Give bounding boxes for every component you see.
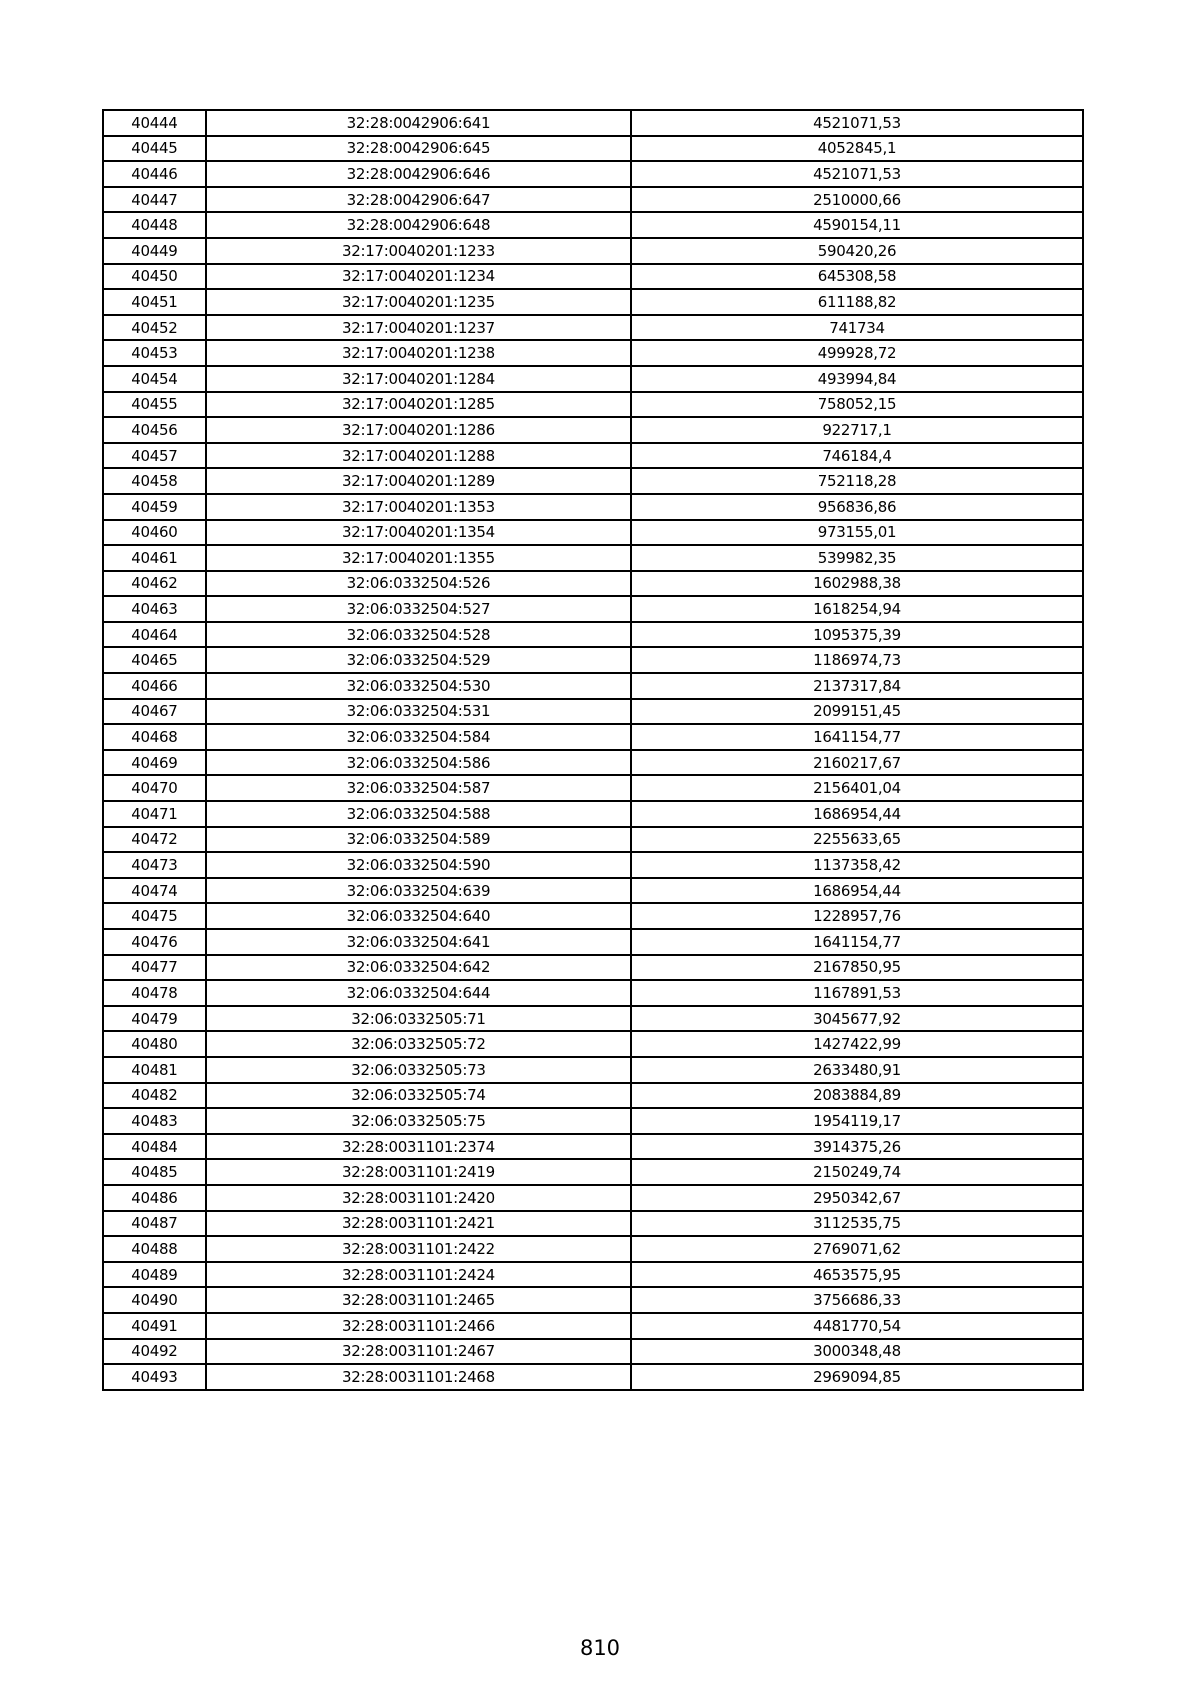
cadastral-number-cell: 32:06:0332504:639	[206, 878, 631, 904]
cadastral-number-cell: 32:06:0332504:588	[206, 801, 631, 827]
row-number-cell: 40454	[103, 366, 206, 392]
row-number-cell: 40461	[103, 545, 206, 571]
cadastral-number-cell: 32:17:0040201:1235	[206, 289, 631, 315]
cadastral-value-cell: 1137358,42	[631, 852, 1083, 878]
row-number-cell: 40493	[103, 1364, 206, 1390]
row-number-cell: 40456	[103, 417, 206, 443]
cadastral-value-cell: 2633480,91	[631, 1057, 1083, 1083]
cadastral-value-cell: 741734	[631, 315, 1083, 341]
cadastral-number-cell: 32:28:0031101:2421	[206, 1211, 631, 1237]
table-row	[103, 315, 1083, 341]
cadastral-value-cell: 590420,26	[631, 238, 1083, 264]
cadastral-value-cell: 1686954,44	[631, 801, 1083, 827]
row-number-cell: 40474	[103, 878, 206, 904]
cadastral-value-cell: 1954119,17	[631, 1108, 1083, 1134]
row-number-cell: 40452	[103, 315, 206, 341]
cadastral-value-cell: 1618254,94	[631, 596, 1083, 622]
cadastral-number-cell: 32:28:0042906:645	[206, 136, 631, 162]
cadastral-number-cell: 32:06:0332504:531	[206, 699, 631, 725]
cadastral-value-cell: 1167891,53	[631, 980, 1083, 1006]
cadastral-number-cell: 32:06:0332504:526	[206, 571, 631, 597]
cadastral-value-table	[102, 109, 1084, 1391]
table-row	[103, 212, 1083, 238]
row-number-cell: 40476	[103, 929, 206, 955]
row-number-cell: 40477	[103, 955, 206, 981]
cadastral-number-cell: 32:28:0031101:2465	[206, 1287, 631, 1313]
page-number: 810	[579, 1636, 621, 1660]
cadastral-value-cell: 3112535,75	[631, 1211, 1083, 1237]
row-number-cell: 40492	[103, 1339, 206, 1365]
table-row	[103, 289, 1083, 315]
cadastral-value-cell: 611188,82	[631, 289, 1083, 315]
cadastral-value-cell: 4481770,54	[631, 1313, 1083, 1339]
table-row	[103, 1108, 1083, 1134]
row-number-cell: 40490	[103, 1287, 206, 1313]
row-number-cell: 40446	[103, 161, 206, 187]
cadastral-number-cell: 32:06:0332504:584	[206, 724, 631, 750]
cadastral-value-cell: 1228957,76	[631, 903, 1083, 929]
cadastral-number-cell: 32:28:0031101:2467	[206, 1339, 631, 1365]
table-row	[103, 520, 1083, 546]
table-row	[103, 392, 1083, 418]
cadastral-value-cell: 2167850,95	[631, 955, 1083, 981]
row-number-cell: 40485	[103, 1159, 206, 1185]
cadastral-value-cell: 2137317,84	[631, 673, 1083, 699]
cadastral-value-cell: 758052,15	[631, 392, 1083, 418]
table-row	[103, 775, 1083, 801]
cadastral-number-cell: 32:28:0031101:2466	[206, 1313, 631, 1339]
table-row	[103, 1287, 1083, 1313]
cadastral-number-cell: 32:28:0031101:2374	[206, 1134, 631, 1160]
cadastral-number-cell: 32:06:0332505:71	[206, 1006, 631, 1032]
table-row	[103, 955, 1083, 981]
cadastral-number-cell: 32:06:0332504:589	[206, 827, 631, 853]
cadastral-number-cell: 32:28:0042906:647	[206, 187, 631, 213]
row-number-cell: 40464	[103, 622, 206, 648]
row-number-cell: 40469	[103, 750, 206, 776]
cadastral-number-cell: 32:28:0031101:2419	[206, 1159, 631, 1185]
cadastral-number-cell: 32:28:0042906:648	[206, 212, 631, 238]
row-number-cell: 40450	[103, 264, 206, 290]
cadastral-number-cell: 32:06:0332505:72	[206, 1031, 631, 1057]
table-body	[103, 110, 1083, 1390]
cadastral-number-cell: 32:17:0040201:1288	[206, 443, 631, 469]
row-number-cell: 40470	[103, 775, 206, 801]
table-row	[103, 443, 1083, 469]
cadastral-number-cell: 32:06:0332505:73	[206, 1057, 631, 1083]
row-number-cell: 40466	[103, 673, 206, 699]
cadastral-number-cell: 32:28:0031101:2424	[206, 1262, 631, 1288]
cadastral-value-cell: 1602988,38	[631, 571, 1083, 597]
row-number-cell: 40484	[103, 1134, 206, 1160]
row-number-cell: 40455	[103, 392, 206, 418]
table-row	[103, 1185, 1083, 1211]
row-number-cell: 40467	[103, 699, 206, 725]
cadastral-value-cell: 2150249,74	[631, 1159, 1083, 1185]
cadastral-value-cell: 2510000,66	[631, 187, 1083, 213]
row-number-cell: 40460	[103, 520, 206, 546]
cadastral-number-cell: 32:06:0332504:527	[206, 596, 631, 622]
table-row	[103, 545, 1083, 571]
cadastral-number-cell: 32:06:0332504:590	[206, 852, 631, 878]
row-number-cell: 40471	[103, 801, 206, 827]
table-row	[103, 1159, 1083, 1185]
table-row	[103, 187, 1083, 213]
cadastral-number-cell: 32:17:0040201:1238	[206, 340, 631, 366]
cadastral-value-cell: 1686954,44	[631, 878, 1083, 904]
cadastral-value-cell: 539982,35	[631, 545, 1083, 571]
cadastral-value-cell: 1427422,99	[631, 1031, 1083, 1057]
cadastral-value-cell: 3045677,92	[631, 1006, 1083, 1032]
table-row	[103, 238, 1083, 264]
table-row	[103, 110, 1083, 136]
row-number-cell: 40468	[103, 724, 206, 750]
table-row	[103, 340, 1083, 366]
cadastral-value-cell: 499928,72	[631, 340, 1083, 366]
table-row	[103, 1134, 1083, 1160]
cadastral-value-cell: 1186974,73	[631, 647, 1083, 673]
table-row	[103, 827, 1083, 853]
cadastral-number-cell: 32:06:0332504:587	[206, 775, 631, 801]
cadastral-number-cell: 32:28:0031101:2420	[206, 1185, 631, 1211]
row-number-cell: 40449	[103, 238, 206, 264]
row-number-cell: 40458	[103, 468, 206, 494]
table-row	[103, 1057, 1083, 1083]
cadastral-value-cell: 3756686,33	[631, 1287, 1083, 1313]
cadastral-number-cell: 32:06:0332504:642	[206, 955, 631, 981]
row-number-cell: 40473	[103, 852, 206, 878]
table-row	[103, 161, 1083, 187]
cadastral-value-cell: 2255633,65	[631, 827, 1083, 853]
cadastral-number-cell: 32:17:0040201:1285	[206, 392, 631, 418]
cadastral-value-cell: 2083884,89	[631, 1083, 1083, 1109]
cadastral-number-cell: 32:06:0332504:586	[206, 750, 631, 776]
cadastral-number-cell: 32:06:0332505:75	[206, 1108, 631, 1134]
table-row	[103, 136, 1083, 162]
table-row	[103, 980, 1083, 1006]
cadastral-number-cell: 32:17:0040201:1234	[206, 264, 631, 290]
cadastral-number-cell: 32:17:0040201:1355	[206, 545, 631, 571]
cadastral-number-cell: 32:06:0332504:529	[206, 647, 631, 673]
table-row	[103, 468, 1083, 494]
row-number-cell: 40445	[103, 136, 206, 162]
table-row	[103, 417, 1083, 443]
table-row	[103, 1313, 1083, 1339]
cadastral-value-cell: 4521071,53	[631, 110, 1083, 136]
cadastral-value-cell: 2160217,67	[631, 750, 1083, 776]
table-row	[103, 366, 1083, 392]
cadastral-value-cell: 4521071,53	[631, 161, 1083, 187]
table-row	[103, 1339, 1083, 1365]
cadastral-value-cell: 2969094,85	[631, 1364, 1083, 1390]
row-number-cell: 40487	[103, 1211, 206, 1237]
row-number-cell: 40451	[103, 289, 206, 315]
row-number-cell: 40453	[103, 340, 206, 366]
table-row	[103, 673, 1083, 699]
row-number-cell: 40463	[103, 596, 206, 622]
cadastral-value-cell: 4653575,95	[631, 1262, 1083, 1288]
cadastral-number-cell: 32:06:0332505:74	[206, 1083, 631, 1109]
cadastral-number-cell: 32:06:0332504:530	[206, 673, 631, 699]
table-row	[103, 903, 1083, 929]
cadastral-number-cell: 32:17:0040201:1286	[206, 417, 631, 443]
row-number-cell: 40478	[103, 980, 206, 1006]
table-row	[103, 750, 1083, 776]
cadastral-value-cell: 922717,1	[631, 417, 1083, 443]
row-number-cell: 40483	[103, 1108, 206, 1134]
table-row	[103, 878, 1083, 904]
table-row	[103, 852, 1083, 878]
cadastral-number-cell: 32:28:0042906:641	[206, 110, 631, 136]
row-number-cell: 40482	[103, 1083, 206, 1109]
row-number-cell: 40486	[103, 1185, 206, 1211]
row-number-cell: 40491	[103, 1313, 206, 1339]
row-number-cell: 40489	[103, 1262, 206, 1288]
cadastral-number-cell: 32:17:0040201:1237	[206, 315, 631, 341]
table-row	[103, 494, 1083, 520]
cadastral-number-cell: 32:17:0040201:1353	[206, 494, 631, 520]
row-number-cell: 40457	[103, 443, 206, 469]
cadastral-value-cell: 2099151,45	[631, 699, 1083, 725]
cadastral-value-cell: 645308,58	[631, 264, 1083, 290]
cadastral-number-cell: 32:06:0332504:528	[206, 622, 631, 648]
row-number-cell: 40472	[103, 827, 206, 853]
cadastral-value-cell: 1641154,77	[631, 929, 1083, 955]
table-row	[103, 929, 1083, 955]
table-row	[103, 1083, 1083, 1109]
cadastral-value-cell: 2950342,67	[631, 1185, 1083, 1211]
row-number-cell: 40479	[103, 1006, 206, 1032]
row-number-cell: 40481	[103, 1057, 206, 1083]
table-row	[103, 1211, 1083, 1237]
cadastral-number-cell: 32:17:0040201:1289	[206, 468, 631, 494]
row-number-cell: 40459	[103, 494, 206, 520]
row-number-cell: 40444	[103, 110, 206, 136]
table-row	[103, 264, 1083, 290]
cadastral-value-cell: 493994,84	[631, 366, 1083, 392]
cadastral-number-cell: 32:06:0332504:644	[206, 980, 631, 1006]
row-number-cell: 40475	[103, 903, 206, 929]
cadastral-number-cell: 32:06:0332504:640	[206, 903, 631, 929]
table-row	[103, 622, 1083, 648]
table-row	[103, 801, 1083, 827]
cadastral-number-cell: 32:17:0040201:1284	[206, 366, 631, 392]
table-row	[103, 699, 1083, 725]
row-number-cell: 40447	[103, 187, 206, 213]
table-row	[103, 647, 1083, 673]
cadastral-value-cell: 1095375,39	[631, 622, 1083, 648]
cadastral-value-cell: 973155,01	[631, 520, 1083, 546]
table-row	[103, 1262, 1083, 1288]
cadastral-number-cell: 32:28:0031101:2422	[206, 1236, 631, 1262]
cadastral-number-cell: 32:28:0042906:646	[206, 161, 631, 187]
table-row	[103, 1031, 1083, 1057]
cadastral-value-cell: 3914375,26	[631, 1134, 1083, 1160]
row-number-cell: 40480	[103, 1031, 206, 1057]
cadastral-number-cell: 32:06:0332504:641	[206, 929, 631, 955]
row-number-cell: 40488	[103, 1236, 206, 1262]
row-number-cell: 40465	[103, 647, 206, 673]
cadastral-value-cell: 1641154,77	[631, 724, 1083, 750]
cadastral-value-cell: 956836,86	[631, 494, 1083, 520]
table-row	[103, 571, 1083, 597]
cadastral-value-cell: 2769071,62	[631, 1236, 1083, 1262]
cadastral-value-cell: 746184,4	[631, 443, 1083, 469]
row-number-cell: 40448	[103, 212, 206, 238]
cadastral-value-cell: 2156401,04	[631, 775, 1083, 801]
table-row	[103, 1236, 1083, 1262]
table-row	[103, 724, 1083, 750]
cadastral-value-cell: 4052845,1	[631, 136, 1083, 162]
cadastral-value-cell: 4590154,11	[631, 212, 1083, 238]
table-row	[103, 596, 1083, 622]
table-row	[103, 1364, 1083, 1390]
cadastral-number-cell: 32:17:0040201:1354	[206, 520, 631, 546]
cadastral-number-cell: 32:17:0040201:1233	[206, 238, 631, 264]
table-row	[103, 1006, 1083, 1032]
cadastral-value-cell: 3000348,48	[631, 1339, 1083, 1365]
cadastral-number-cell: 32:28:0031101:2468	[206, 1364, 631, 1390]
cadastral-value-cell: 752118,28	[631, 468, 1083, 494]
row-number-cell: 40462	[103, 571, 206, 597]
